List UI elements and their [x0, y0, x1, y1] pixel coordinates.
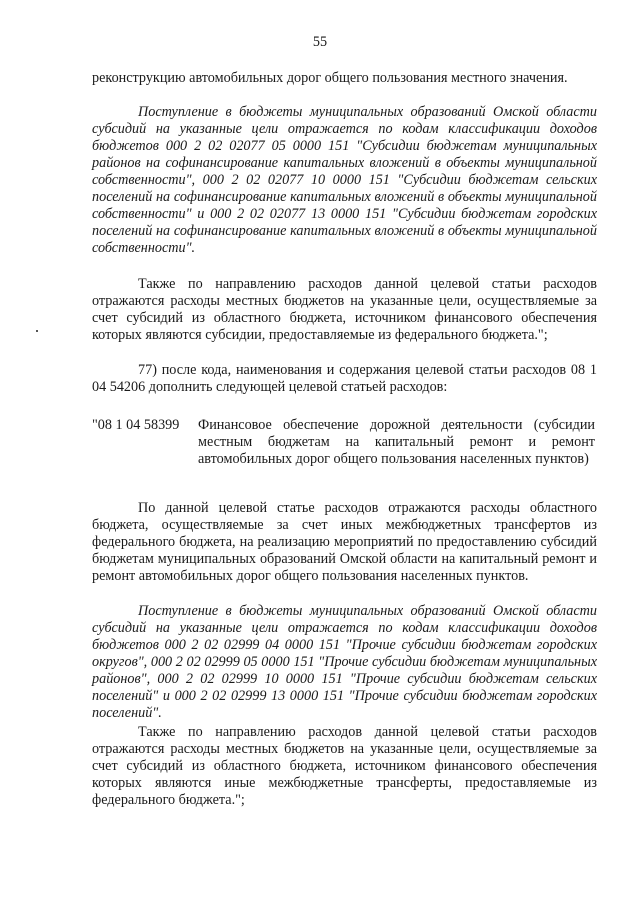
scan-margin-mark	[36, 330, 38, 332]
paragraph-4: 77) после кода, наименования и содержания целевой статьи расходов 08 1 04 54206 дополнить следующей целевой статьей расходов:	[92, 362, 597, 395]
paragraph-3: Также по направлению расходов данной целевой статьи расходов отражаются расходы местных бюджетов на указанные цели, осуществляемые за счет субсидий из областного бюджета, источником финансового обеспечения которых являются субсидии, предоставляемые из федерального бюджета.";	[92, 276, 597, 343]
paragraph-6-italic: Поступление в бюджеты муниципальных образований Омской области субсидий на указанные цели отражается по кодам классификации доходов бюджетов 000 2 02 02999 04 0000 151 "Прочие субсидии бюджетам городских округов", 000 2 02 02999 05 0000 151 "Прочие субсидии бюджетам муниципальных районов", 000 2 02 02999 10 0000 151 "Прочие субсидии бюджетам сельских поселений" и 000 2 02 02999 13 0000 151 "Прочие субсидии бюджетам городских поселений".	[92, 603, 597, 721]
budget-code: "08 1 04 58399	[92, 417, 180, 433]
paragraph-1: реконструкцию автомобильных дорог общего пользования местного значения.	[92, 70, 568, 86]
paragraph-5: По данной целевой статье расходов отражаются расходы областного бюджета, осуществляемые за счет иных межбюджетных трансфертов из федерального бюджета, на реализацию мероприятий по предоставлению субсидий бюджетам муниципальных образований Омской области на капитальный ремонт и ремонт автомобильных дорог общего пользования населенных пунктов.	[92, 500, 597, 584]
budget-code-description: Финансовое обеспечение дорожной деятельности (субсидии местным бюджетам на капитальный ремонт и ремонт автомобильных дорог общего пользования населенных пунктов)	[198, 417, 595, 467]
paragraph-2-italic: Поступление в бюджеты муниципальных образований Омской области субсидий на указанные цели отражается по кодам классификации доходов бюджетов 000 2 02 02077 05 0000 151 "Субсидии бюджетам муниципальных районов на софинансирование капитальных вложений в объекты муниципальной собственности", 000 2 02 02077 10 0000 151 "Субсидии бюджетам сельских поселений на софинансирование капитальных вложений в объекты муниципальной собственности" и 000 2 02 02077 13 0000 151 "Субсидии бюджетам городских поселений на софинансирование капитальных вложений в объекты муниципальной собственности".	[92, 104, 597, 256]
paragraph-7: Также по направлению расходов данной целевой статьи расходов отражаются расходы местных бюджетов на указанные цели, осуществляемые за счет субсидий из областного бюджета, источником финансового обеспечения которых являются иные межбюджетные трансферты, предоставляемые из федерального бюджета.";	[92, 724, 597, 808]
page-number: 55	[312, 34, 328, 50]
